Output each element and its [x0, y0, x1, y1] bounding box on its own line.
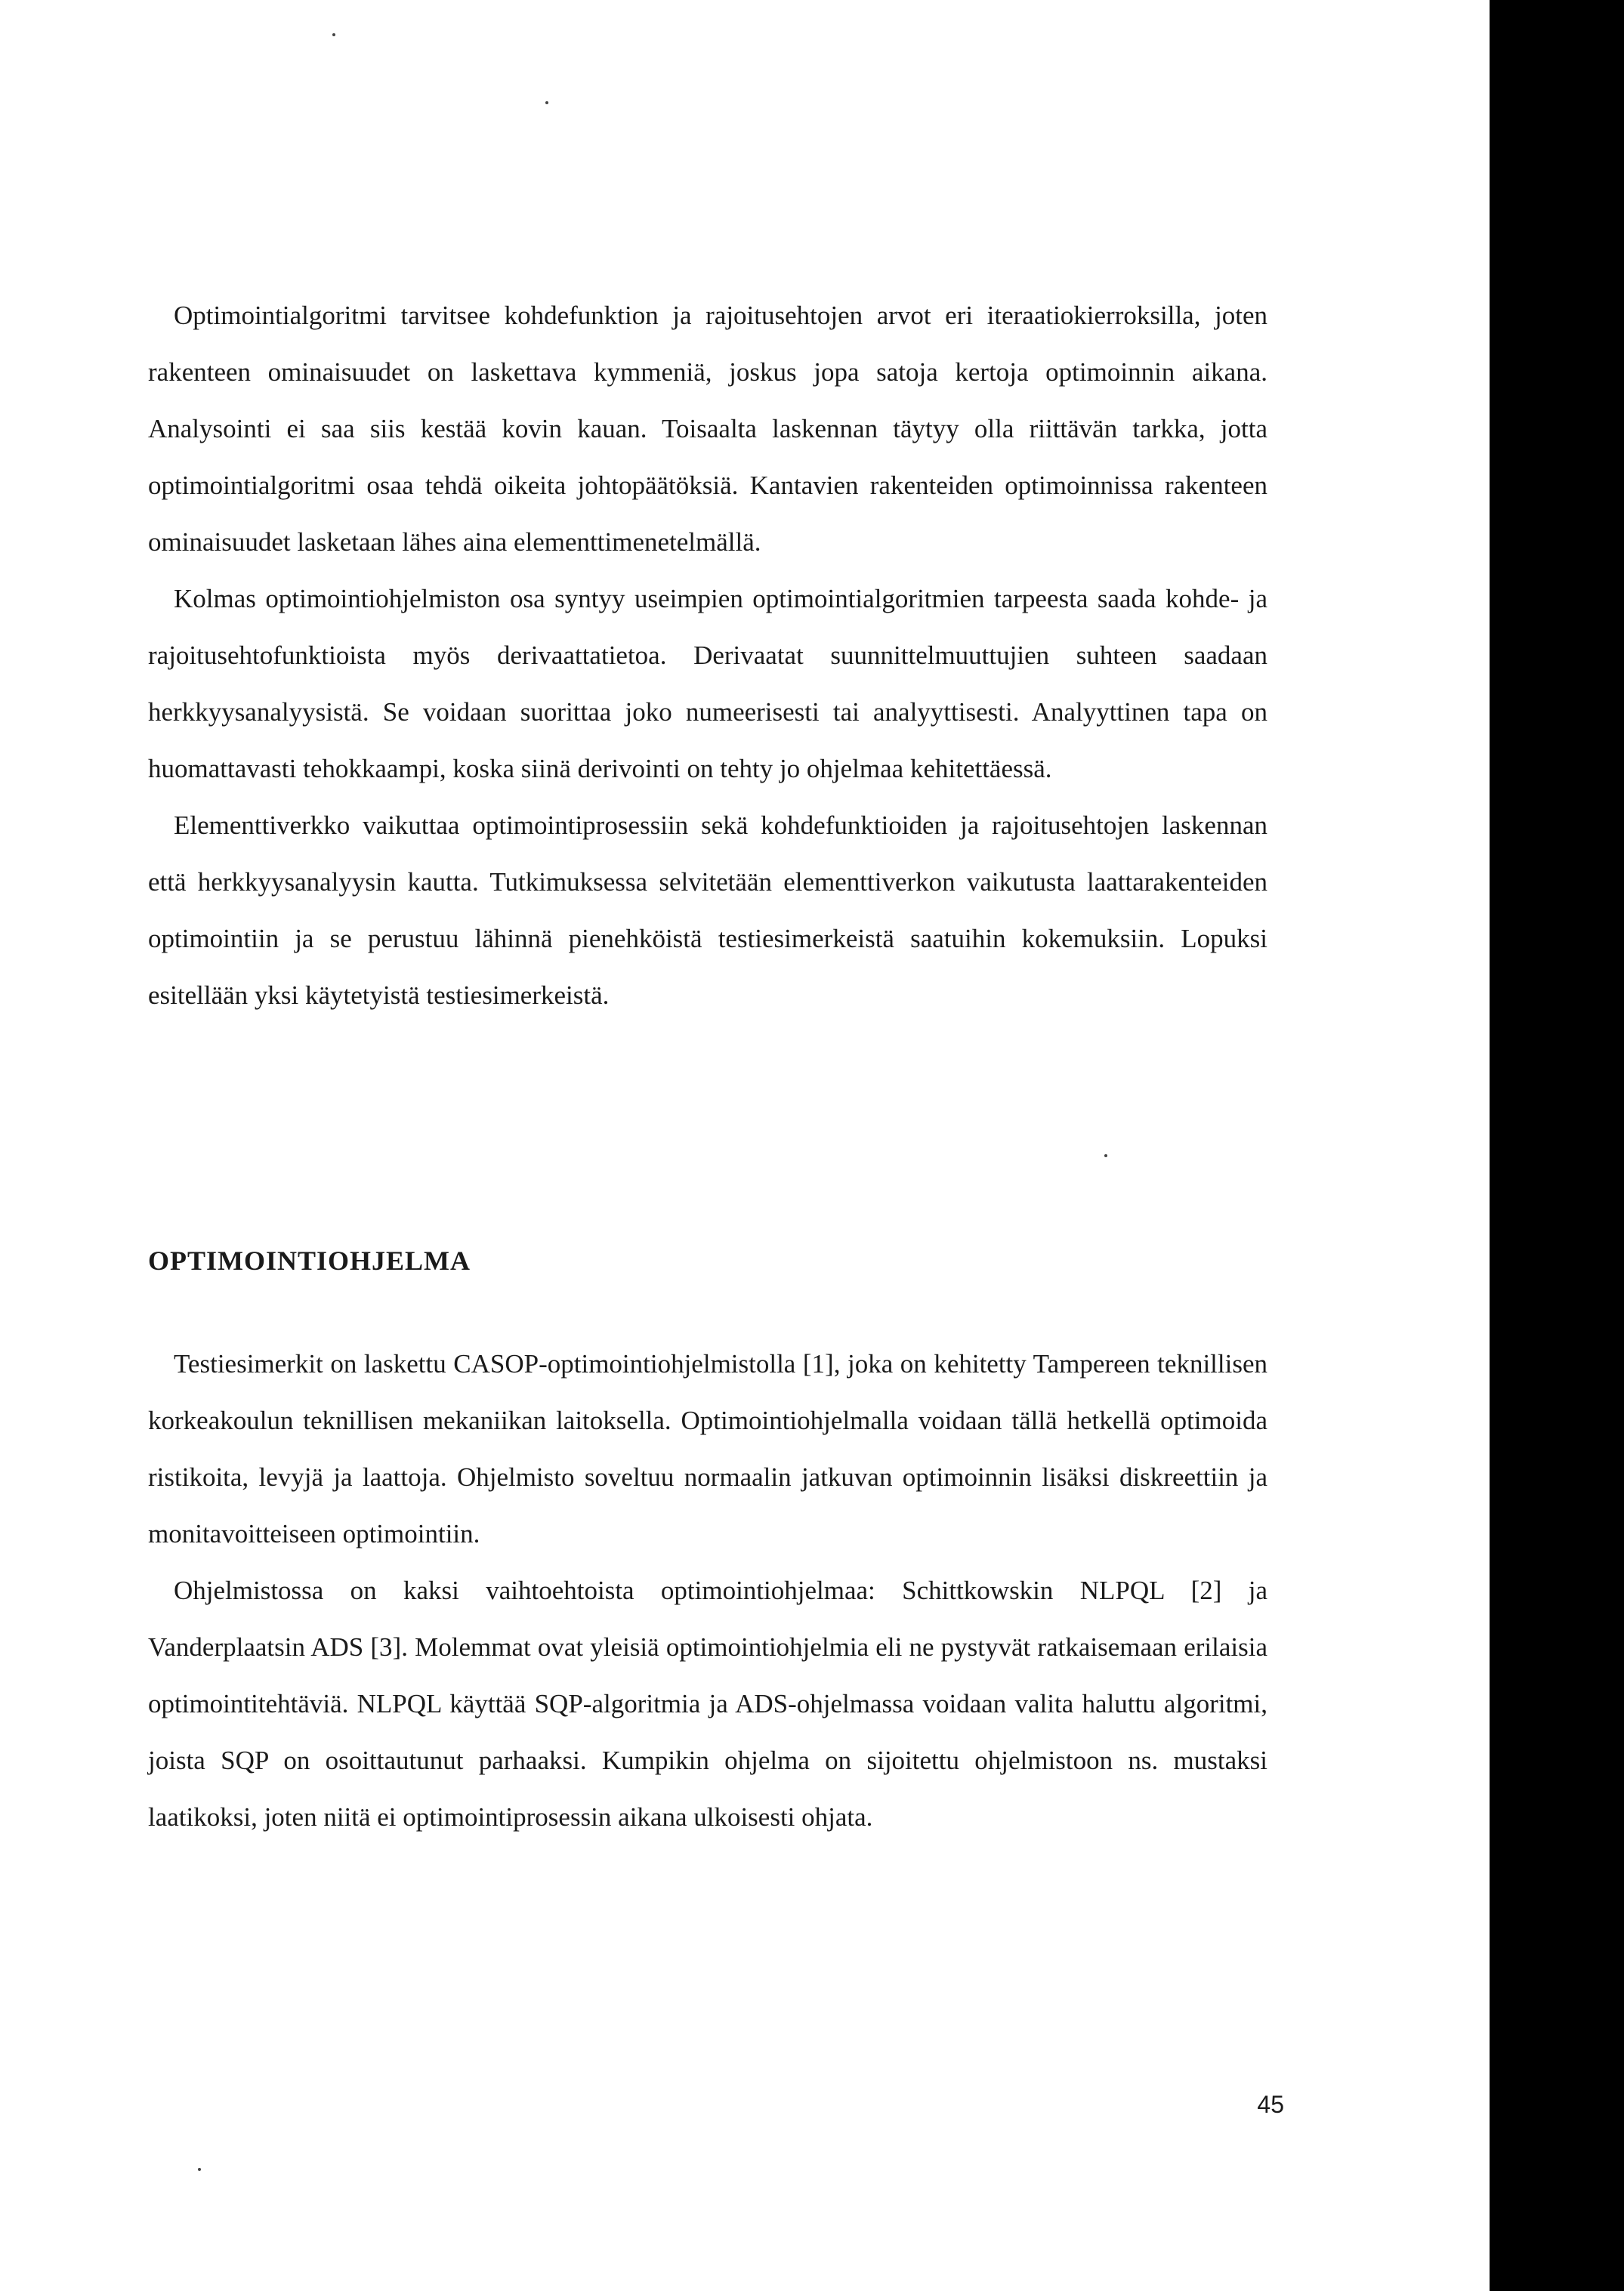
scan-speck: [332, 33, 335, 36]
paragraph-sensitivity-analysis: Kolmas optimointiohjelmiston osa syntyy useimpien optimointialgoritmien tarpeesta saada kohde- ja rajoitusehtofunktioista myös derivaattatietoa. Derivaatat suunnittelmuuttujien suhteen saadaan herkkyysanalyysistä. Se voidaan suorittaa joko numeerisesti tai analyyttisesti. Analyyttinen tapa on huomattavasti tehokkaampi, koska siinä derivointi on tehty jo ohjelmaa kehitettäessä.: [148, 584, 1267, 783]
paragraph-nlpql-ads: Ohjelmistossa on kaksi vaihtoehtoista optimointiohjelmaa: Schittkowskin NLPQL [2] ja Vanderplaatsin ADS [3]. Molemmat ovat yleisiä optimointiohjelmia eli ne pystyvät ratkaisemaan erilaisia optimointitehtäviä. NLPQL käyttää SQP-algoritmia ja ADS-ohjelmassa voidaan valita haluttu algoritmi, joista SQP on osoittautunut parhaaksi. Kumpikin ohjelma on sijoitettu ohjelmistoon ns. mustaksi laatikoksi, joten niitä ei optimointiprosessin aikana ulkoisesti ohjata.: [148, 1576, 1267, 1832]
page-number: 45: [1257, 2091, 1284, 2118]
section-text: [148, 1335, 1267, 1845]
paragraph-casop: Testiesimerkit on laskettu CASOP-optimointiohjelmistolla [1], joka on kehitetty Tampereen teknillisen korkeakoulun teknillisen mekaniikan laitoksella. Optimointiohjelmalla voidaan tällä hetkellä optimoida ristikoita, levyjä ja laattoja. Ohjelmisto soveltuu normaalin jatkuvan optimoinnin lisäksi diskreettiin ja monitavoitteiseen optimointiin.: [148, 1349, 1267, 1548]
section-heading: OPTIMOINTIOHJELMA: [148, 1246, 471, 1276]
scan-speck: [1104, 1154, 1107, 1157]
scan-edge-line: [1487, 0, 1490, 2291]
scan-speck: [198, 2168, 201, 2171]
intro-text: [148, 287, 1267, 1024]
scan-speck: [545, 101, 548, 104]
paragraph-analysis-cost: Optimointialgoritmi tarvitsee kohdefunktion ja rajoitusehtojen arvot eri iteraatiokierroksilla, joten rakenteen ominaisuudet on laskettava kymmeniä, joskus jopa satoja kertoja optimoinnin aikana. Analysointi ei saa siis kestää kovin kauan. Toisaalta laskennan täytyy olla riittävän tarkka, jotta optimointialgoritmi osaa tehdä oikeita johtopäätöksiä. Kantavien rakenteiden optimoinnissa rakenteen ominaisuudet lasketaan lähes aina elementtimenetelmällä.: [148, 301, 1267, 557]
paragraph-element-mesh: Elementtiverkko vaikuttaa optimointiprosessiin sekä kohdefunktioiden ja rajoitusehtojen laskennan että herkkyysanalyysin kautta. Tutkimuksessa selvitetään elementtiverkon vaikutusta laattarakenteiden optimointiin ja se perustuu lähinnä pienehköistä testiesimerkeistä saatuihin kokemuksiin. Lopuksi esitellään yksi käytetyistä testiesimerkeistä.: [148, 810, 1267, 1010]
